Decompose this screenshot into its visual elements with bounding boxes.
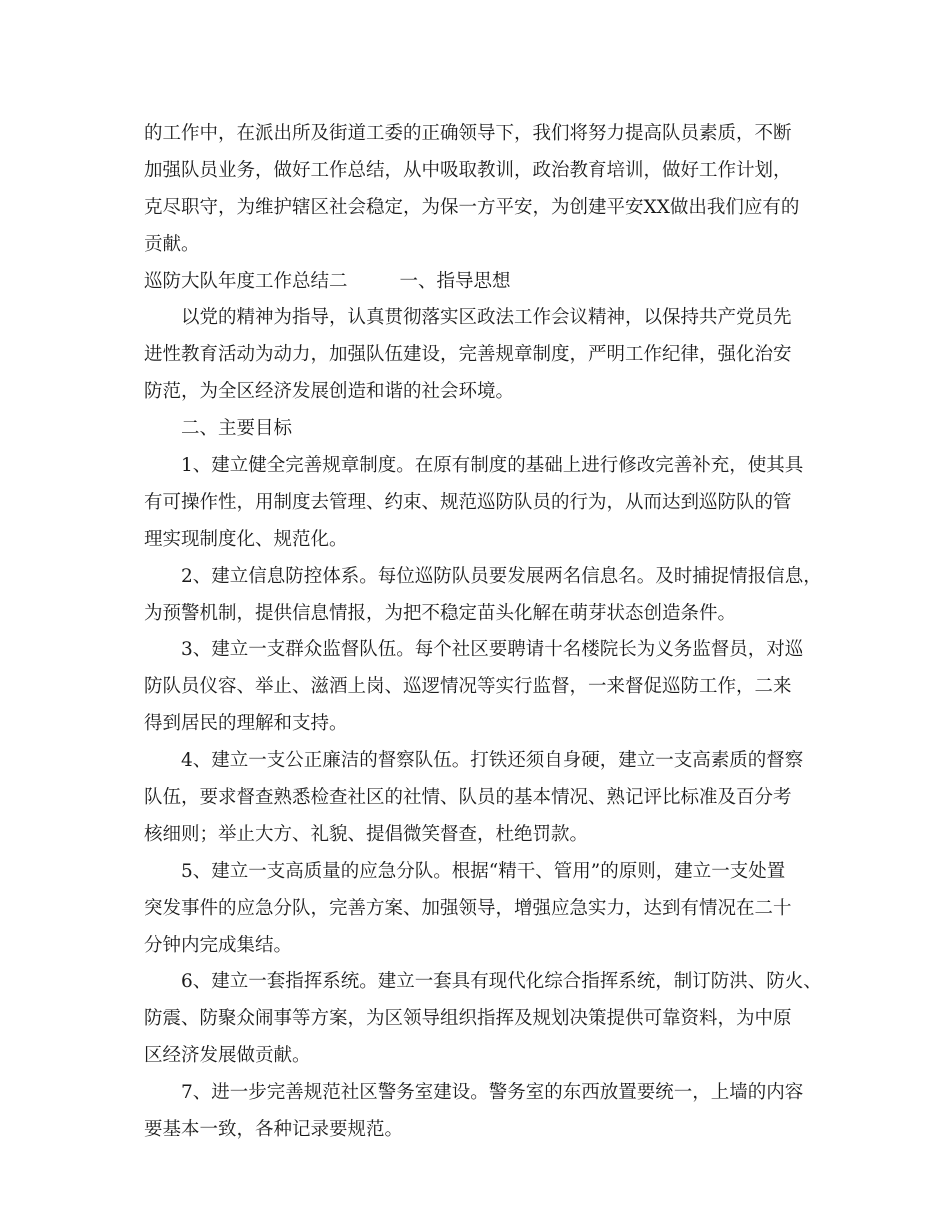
text-line: 分钟内完成集结。 [144, 934, 293, 956]
intro-paragraph [144, 116, 824, 264]
goal-item-1 [144, 448, 824, 559]
text-line: 防范，为全区经济发展创造和谐的社会环境。 [144, 381, 515, 403]
text-line: 二、主要目标 [181, 418, 293, 440]
text-line: 突发事件的应急分队，完善方案、加强领导，增强应急实力，达到有情况在二十 [144, 897, 792, 919]
goal-item-2 [144, 559, 824, 633]
text-line: 7、进一步完善规范社区警务室建设。警务室的东西放置要统一，上墙的内容 [181, 1082, 804, 1104]
goal-item-7 [144, 1075, 824, 1149]
paragraph-guiding-ideology [144, 300, 824, 411]
text-line: 核细则；举止大方、礼貌、提倡微笑督查，杜绝罚款。 [144, 823, 589, 845]
section-title-main-goals [144, 411, 824, 448]
text-line: 进性教育活动为动力，加强队伍建设，完善规章制度，严明工作纪律，强化治安 [144, 344, 792, 366]
goal-item-6 [144, 964, 824, 1075]
text-line: 有可操作性，用制度去管理、约束、规范巡防队员的行为，从而达到巡防队的管 [144, 491, 792, 513]
text-line: 以党的精神为指导，认真贯彻落实区政法工作会议精神，以保持共产党员先 [181, 307, 792, 329]
text-line: 得到居民的理解和支持。 [144, 713, 348, 735]
text-line: 克尽职守，为维护辖区社会稳定，为保一方平安，为创建平安XX做出我们应有的 [144, 196, 800, 218]
goal-item-4 [144, 743, 824, 854]
text-line: 6、建立一套指挥系统。建立一套具有现代化综合指挥系统，制订防洪、防火、 [181, 971, 822, 993]
text-line: 区经济发展做贡献。 [144, 1045, 311, 1067]
section-title-guiding-ideology: 一、指导思想 [399, 270, 511, 292]
goal-item-3 [144, 632, 824, 743]
text-line: 防队员仪容、举止、滋酒上岗、巡逻情况等实行监督，一来督促巡防工作，二来 [144, 676, 792, 698]
text-line: 队伍，要求督查熟悉检查社区的社情、队员的基本情况、熟记评比标准及百分考 [144, 787, 792, 809]
text-line: 加强队员业务，做好工作总结，从中吸取教训，政治教育培训，做好工作计划， [144, 159, 792, 181]
goal-item-5 [144, 854, 824, 965]
section-heading [144, 264, 824, 301]
text-line: 要基本一致，各种记录要规范。 [144, 1119, 404, 1141]
text-line: 为预警机制，提供信息情报，为把不稳定苗头化解在萌芽状态创造条件。 [144, 602, 737, 624]
text-line: 理实现制度化、规范化。 [144, 528, 348, 550]
document-body [144, 116, 824, 1149]
text-line: 5、建立一支高质量的应急分队。根据“精干、管用”的原则，建立一支处置 [181, 860, 786, 882]
text-line: 3、建立一支群众监督队伍。每个社区要聘请十名楼院长为义务监督员，对巡 [181, 639, 804, 661]
text-line: 2、建立信息防控体系。每位巡防队员要发展两名信息名。及时捕捉情报信息， [181, 565, 822, 587]
text-line: 1、建立健全完善规章制度。在原有制度的基础上进行修改完善补充，使其具 [181, 455, 804, 477]
text-line: 4、建立一支公正廉洁的督察队伍。打铁还须自身硬，建立一支高素质的督察 [181, 750, 804, 772]
document-title: 巡防大队年度工作总结二 [144, 270, 348, 292]
text-line: 的工作中，在派出所及街道工委的正确领导下，我们将努力提高队员素质，不断 [144, 123, 792, 144]
text-line: 贡献。 [144, 233, 200, 255]
text-line: 防震、防聚众闹事等方案，为区领导组织指挥及规划决策提供可靠资料，为中原 [144, 1008, 792, 1030]
